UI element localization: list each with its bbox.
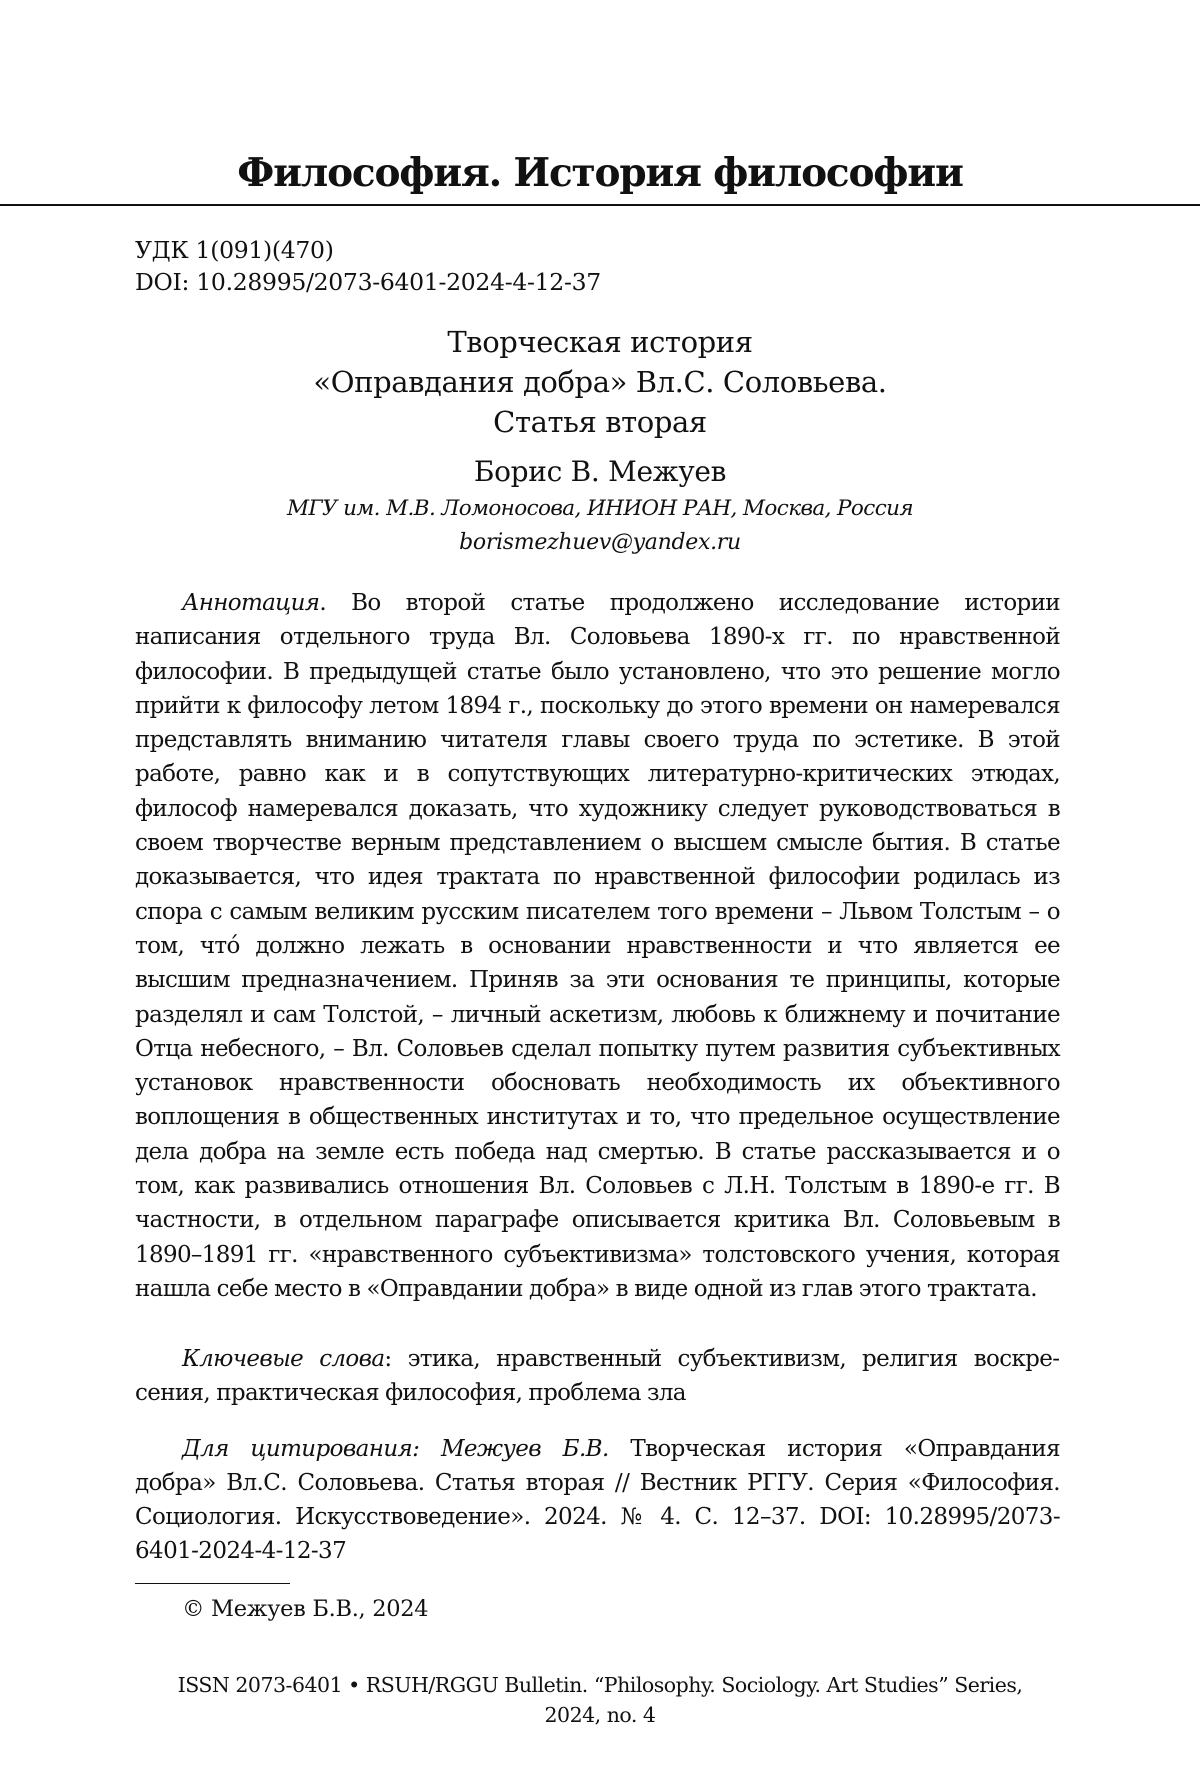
footer-line-2: 2024, no. 4 xyxy=(544,1703,656,1727)
page-footer xyxy=(100,1670,1100,1730)
keywords-label: Ключевые слова xyxy=(182,1346,385,1372)
citation-text: Творческая история «Оправдания добра» Вл.С. Соловьева. Статья вторая // Вестник РГГУ. Серия «Философия. Социология. Искусствоведение». 2024. № 4. С. 12–37. DOI: 10.28995/2073-6401-2024-4-12-37 xyxy=(135,1436,1061,1564)
doi: DOI: 10.28995/2073-6401-2024-4-12-37 xyxy=(135,268,601,296)
article-title xyxy=(160,322,1040,442)
keywords-paragraph: Ключевые слова: этика, нравственный субъективизм, религия воскресения, практическая философия, проблема зла xyxy=(135,1346,1060,1407)
header-divider xyxy=(0,204,1200,206)
section-title: Философия. История философии xyxy=(237,150,963,196)
citation xyxy=(135,1432,1060,1568)
title-line-2: «Оправдания добра» Вл.С. Соловьева. xyxy=(313,365,887,399)
copyright: © Межуев Б.В., 2024 xyxy=(182,1596,429,1622)
author-name: Борис В. Межуев xyxy=(473,455,727,488)
author-email: borismezhuev@yandex.ru xyxy=(459,530,741,555)
citation-paragraph xyxy=(135,1432,1060,1568)
abstract-text: Во второй статье продолжено исследование истории написания отдельного труда Вл. Соловьева 1890-х гг. по нравственной философии. В предыдущей статье было установлено, что это решение могло прийти к философу летом 1894 г., поскольку до этого времени он намеревался представлять вниманию читателя главы своего труда по эстетике. В этой работе, равно как и в сопутствующих литературно-критических этюдах, философ намеревался доказать, что художнику следует руководствоваться в своем творчестве верным представлением о высшем смысле бытия. В статье доказывается, что идея трактата по нравственной философии родилась из спора с самым великим русским писателем того времени – Львом Толстым – о том, что́ должно лежать в основании нравственности и что является ее высшим предназначением. Приняв за эти основания те принципы, которые разделял и сам Толстой, – личный аскетизм, любовь к ближнему и почитание Отца небесного, – Вл. Соловьев сделал попытку путем развития субъективных установок нравственности обосновать необходимость их объективного воплощения в общественных институтах и то, что предельное осуществление дела добра на земле есть победа над смертью. В статье рассказывается и о том, как развивались отношения Вл. Соловьев с Л.Н. Толстым в 1890-е гг. В частности, в отдельном параграфе описывается критика Вл. Соловьевым в 1890–1891 гг. «нравственного субъективизма» толстовского учения, которая нашла себе место в «Оправдании добра» в виде одной из глав этого трактата. xyxy=(135,590,1060,1302)
udk-code: УДК 1(091)(470) xyxy=(135,236,334,264)
footer-line-1: ISSN 2073-6401 • RSUH/RGGU Bulletin. “Philosophy. Sociology. Art Studies” Series, xyxy=(177,1673,1023,1697)
keywords xyxy=(135,1342,1060,1411)
abstract-paragraph: Аннотация. Во второй статье продолжено исследование истории написания отдельного труда Вл. Соловьева 1890-х гг. по нравственной философии. В предыдущей статье было установлено, что это решение могло прийти к философу летом 1894 г., поскольку до этого времени он намеревался представлять вниманию читателя главы своего труда по эстетике. В этой работе, равно как и в сопутствующих литературно-критических этюдах, философ намеревался доказать, что художнику следует руководствоваться в своем творчестве верным представлением о высшем смысле бытия. В статье доказывается, что идея трактата по нравственной философии родилась из спора с самым великим русским писателем того времени – Львом Толстым – о том, что́ должно лежать в основании нравственности и что является ее высшим предназначением. Приняв за эти основания те принципы, которые разделял и сам Толстой, – личный аскетизм, любовь к ближнему и почитание Отца небесного, – Вл. Соловьев сделал попытку путем развития субъективных установок нравственности обосновать необходимость их объективного воплощения в общественных институтах и то, что предельное осуществление дела добра на земле есть победа над смертью. В статье рассказывается и о том, как развивались отношения Вл. Соловьев с Л.Н. Толстым в 1890-е гг. В частности, в отдельном параграфе описывается критика Вл. Соловьевым в 1890–1891 гг. «нравственного субъективизма» толстовского учения, которая нашла себе место в «Оправдании добра» в виде одной из глав этого трактата. xyxy=(135,590,1060,1302)
title-line-1: Творческая история xyxy=(447,325,753,359)
abstract xyxy=(135,586,1060,1306)
footnote-divider xyxy=(135,1583,290,1584)
title-line-3: Статья вторая xyxy=(493,405,707,439)
citation-label: Для цитирования: Межуев Б.В. xyxy=(182,1436,609,1462)
author-affiliation: МГУ им. М.В. Ломоносова, ИНИОН РАН, Москва, Россия xyxy=(286,496,914,521)
abstract-label: Аннотация xyxy=(182,590,320,616)
keywords-text: этика, нравственный субъективизм, религия воскресения, практическая философия, проблема зла xyxy=(135,1346,1060,1407)
